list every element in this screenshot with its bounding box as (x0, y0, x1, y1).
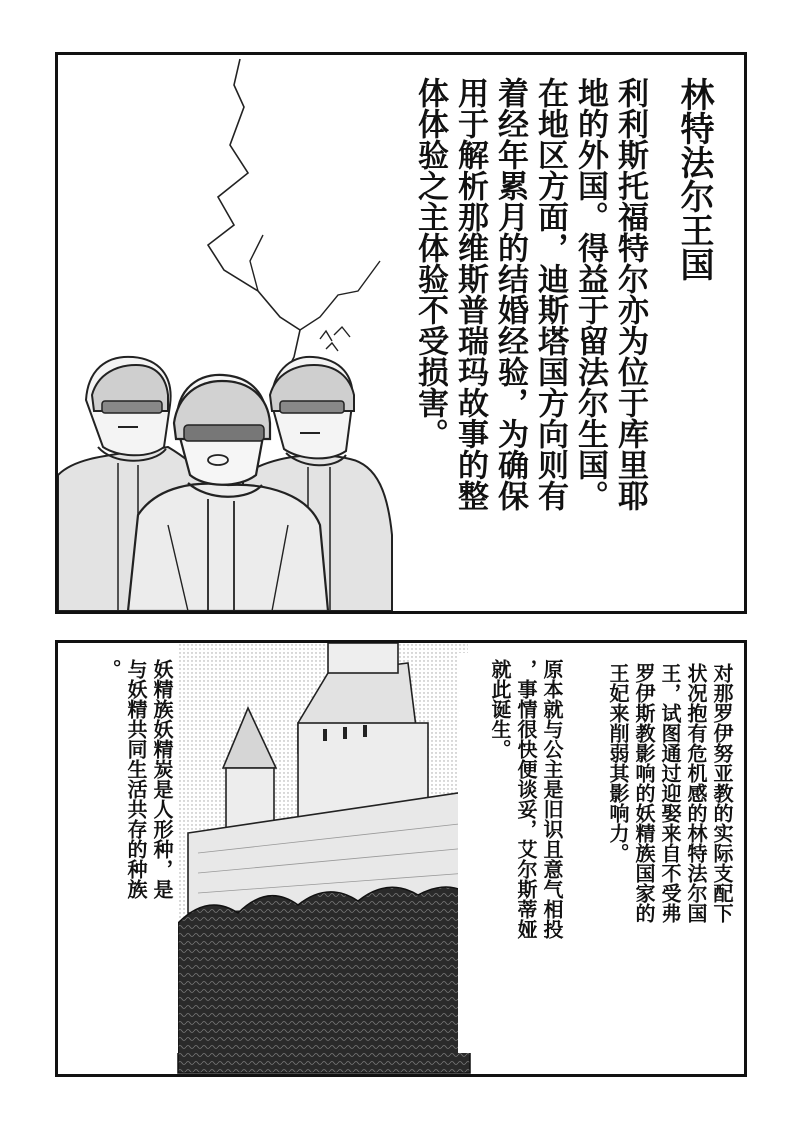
caption-left-column-3: 。 (98, 659, 122, 679)
narration-column-5: 用于解析那维斯普瑞玛故事的整 (452, 77, 488, 511)
caption-right-column-1: 对那罗伊努亚教的实际支配下 (710, 663, 734, 923)
comic-panel-top (55, 52, 747, 614)
panel-title: 林特法尔王国 (674, 77, 714, 281)
caption-right-column-2: 状况抱有危机感的林特法尔国 (684, 663, 708, 923)
narration-column-2: 地的外国。得益于留法尔生国。 (572, 77, 608, 511)
caption-right-column-3: 王，试图通过迎娶来自不受弗 (658, 663, 682, 923)
caption-box-left (68, 653, 178, 1053)
caption-box-middle (458, 653, 568, 1053)
narration-column-6: 体体验之主体验不受损害。 (412, 77, 448, 449)
narration-column-3: 在地区方面，迪斯塔国方向则有 (532, 77, 568, 511)
caption-middle-column-3: 就此诞生。 (488, 659, 512, 759)
caption-box-right (578, 653, 738, 1058)
caption-left-column-1: 妖精族妖精炭是人形种，是 (150, 659, 174, 899)
caption-right-column-5: 王妃来削弱其影响力。 (606, 663, 630, 863)
caption-right-column-4: 罗伊斯教影响的妖精族国家的 (632, 663, 656, 923)
comic-panel-bottom (55, 640, 747, 1077)
caption-middle-column-2: ，事情很快便谈妥，艾尔斯蒂娅 (514, 659, 538, 939)
narration-column-4: 着经年累月的结婚经验，为确保 (492, 77, 528, 511)
caption-left-column-2: 与妖精共同生活共存的种族 (124, 659, 148, 899)
narration-column-1: 利利斯托福特尔亦为位于库里耶 (612, 77, 648, 511)
caption-middle-column-1: 原本就与公主是旧识且意气相投 (540, 659, 564, 939)
